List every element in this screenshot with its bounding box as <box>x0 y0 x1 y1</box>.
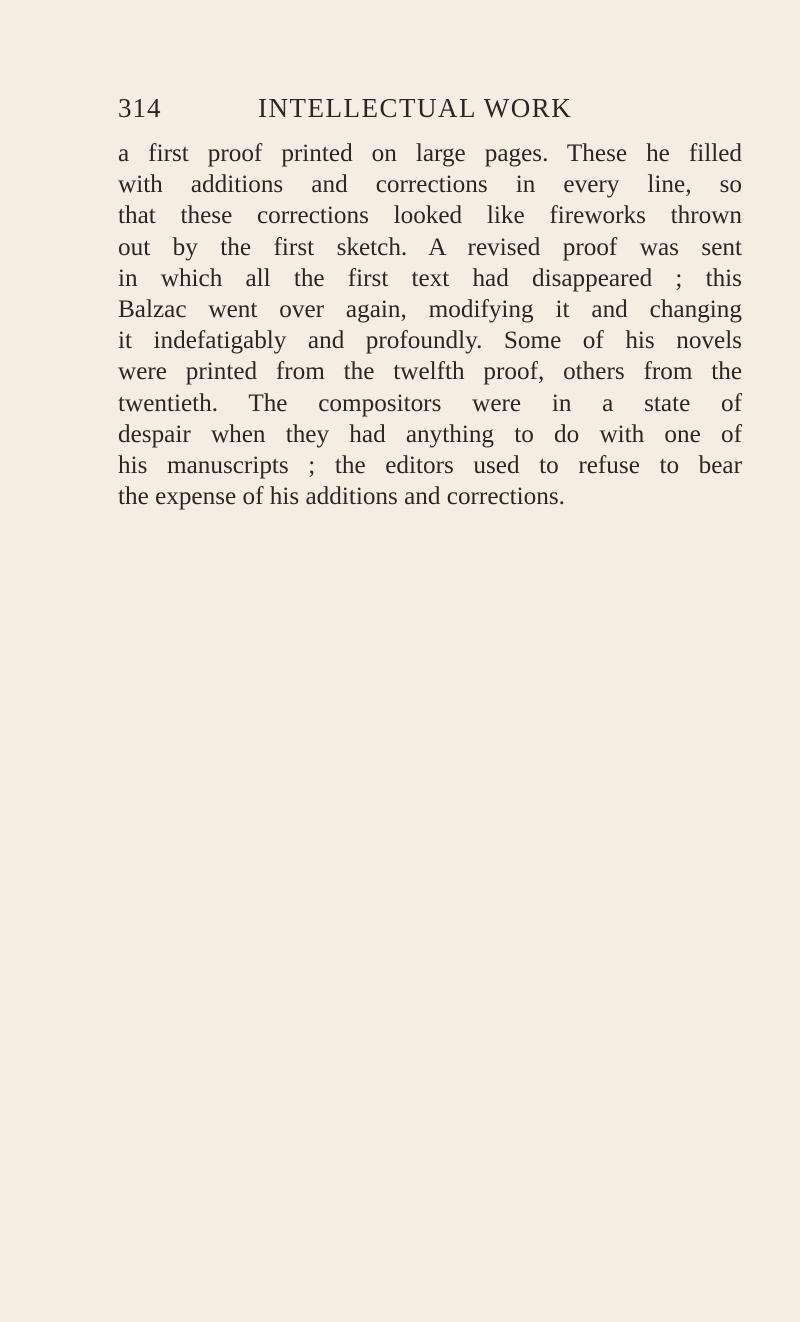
text-line: that these corrections looked like fireworks thrown <box>118 202 742 230</box>
text-line: with additions and corrections in every line, so <box>118 171 742 199</box>
body-paragraph <box>118 138 742 512</box>
text-line: twentieth. The compositors were in a state of <box>118 389 742 417</box>
text-line: Balzac went over again, modifying it and changing <box>118 296 742 324</box>
running-title: INTELLECTUAL WORK <box>258 93 573 123</box>
running-head <box>118 88 738 128</box>
page-number: 314 <box>118 93 162 123</box>
text-line: were printed from the twelfth proof, others from the <box>118 358 742 386</box>
text-line: his manuscripts ; the editors used to refuse to bear <box>118 452 742 480</box>
text-line: out by the first sketch. A revised proof was sent <box>118 233 742 261</box>
text-line: the expense of his additions and corrections. <box>118 483 565 511</box>
text-line: it indefatigably and profoundly. Some of his novels <box>118 327 742 355</box>
text-line: in which all the first text had disappeared ; this <box>118 264 742 292</box>
text-line: despair when they had anything to do with one of <box>118 420 742 448</box>
text-line: a first proof printed on large pages. These he filled <box>118 140 742 167</box>
